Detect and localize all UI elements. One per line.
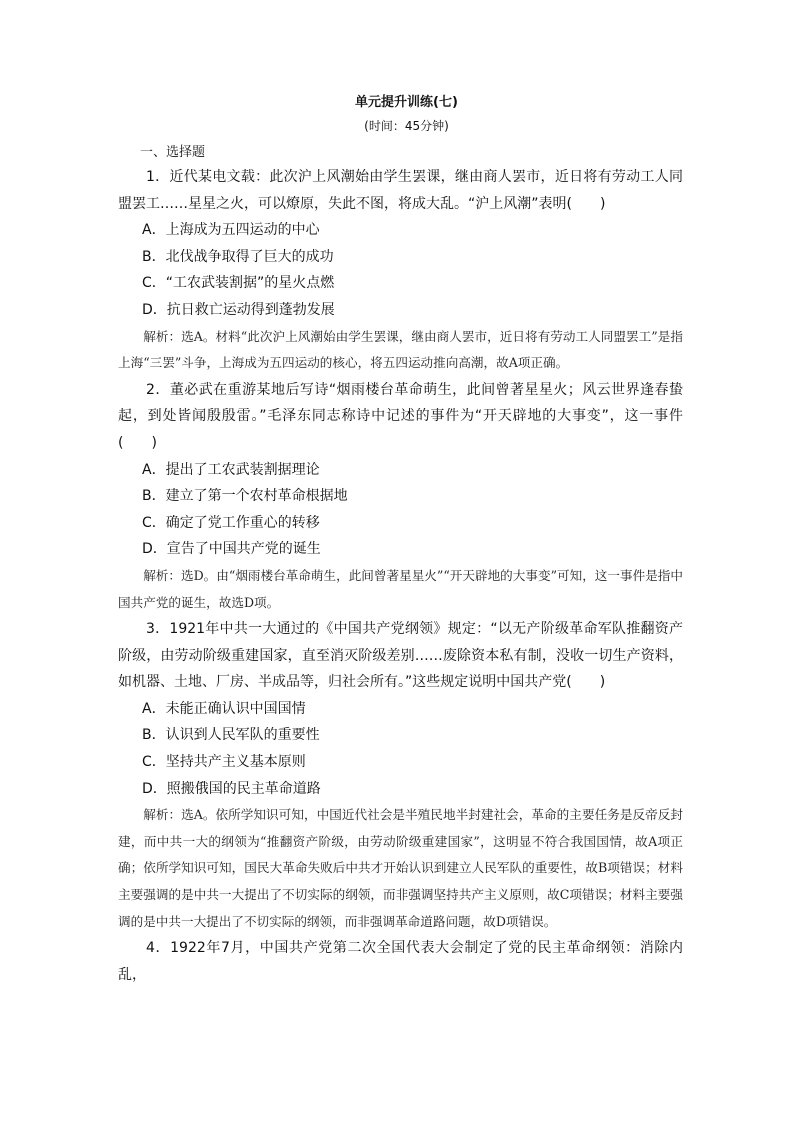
- option-c: C．坚持共产主义基本原则: [142, 754, 306, 771]
- question-block: [118, 377, 683, 616]
- option-d: D．抗日救亡运动得到蓬勃发展: [142, 301, 335, 318]
- answer-analysis: 解析：选A。依所学知识可知，中国近代社会是半殖民地半封建社会，革命的主要任务是反帝反封建，而中共一大的纲领为“推翻资产阶级，由劳动阶级重建国家”，这明显不符合我国国情，故A项正确；依所学知识可知，国民大革命失败后中共才开始认识到建立人民军队的重要性，故B项错误；材料主要强调的是中共一大提出了不切实际的纲领，而非强调坚持共产主义原则，故C项错误；材料主要强调的是中共一大提出了不切实际的纲领，而非强调革命道路问题，故D项错误。: [118, 807, 683, 929]
- question-stem: 4．1922年7月，中国共产党第二次全国代表大会制定了党的民主革命纲领：消除内乱，: [118, 940, 683, 983]
- option-c: C．“工农武装割据”的星火点燃: [142, 275, 335, 292]
- time-limit: (时间：45分钟): [364, 119, 449, 133]
- page-title: 单元提升训练(七): [355, 95, 458, 110]
- document-page: [118, 90, 683, 988]
- option-d: D．照搬俄国的民主革命道路: [142, 780, 321, 797]
- question-block: [118, 616, 683, 935]
- question-stem: 2．董必武在重游某地后写诗“烟雨楼台革命萌生，此间曾著星星火；风云世界逢春蛰起，到处皆闻殷殷雷。”毛泽东同志称诗中记述的事件为“开天辟地的大事变”，这一事件( ): [118, 381, 683, 451]
- option-a: A．提出了工农武装割据理论: [142, 461, 320, 478]
- option-a: A．上海成为五四运动的中心: [142, 222, 320, 239]
- option-b: B．北伐战争取得了巨大的成功: [142, 248, 334, 265]
- question-stem: 1．近代某电文载：此次沪上风潮始由学生罢课，继由商人罢市，近日将有劳动工人同盟罢工……星星之火，可以燎原，失此不图，将成大乱。“沪上风潮”表明( ): [118, 169, 683, 212]
- option-a: A．未能正确认识中国国情: [142, 700, 306, 717]
- answer-analysis: 解析：选D。由“烟雨楼台革命萌生，此间曾著星星火”“开天辟地的大事变”可知，这一事件是指中国共产党的诞生，故选D项。: [118, 567, 683, 610]
- answer-analysis: 解析：选A。材料“此次沪上风潮始由学生罢课，继由商人罢市，近日将有劳动工人同盟罢工”是指上海“三罢”斗争，上海成为五四运动的核心，将五四运动推向高潮，故A项正确。: [118, 328, 683, 371]
- option-d: D．宣告了中国共产党的诞生: [142, 541, 321, 558]
- question-stem: 3．1921年中共一大通过的《中国共产党纲领》规定：“以无产阶级革命军队推翻资产阶级，由劳动阶级重建国家，直至消灭阶级差别……废除资本私有制，没收一切生产资料，如机器、土地、厂房、半成品等，归社会所有。”这些规定说明中国共产党( ): [118, 621, 683, 691]
- section-heading: 一、选择题: [140, 145, 206, 160]
- option-b: B．建立了第一个农村革命根据地: [142, 488, 348, 505]
- option-c: C．确定了党工作重心的转移: [142, 514, 320, 531]
- option-b: B．认识到人民军队的重要性: [142, 727, 320, 744]
- question-block: [118, 935, 683, 988]
- question-block: [118, 164, 683, 377]
